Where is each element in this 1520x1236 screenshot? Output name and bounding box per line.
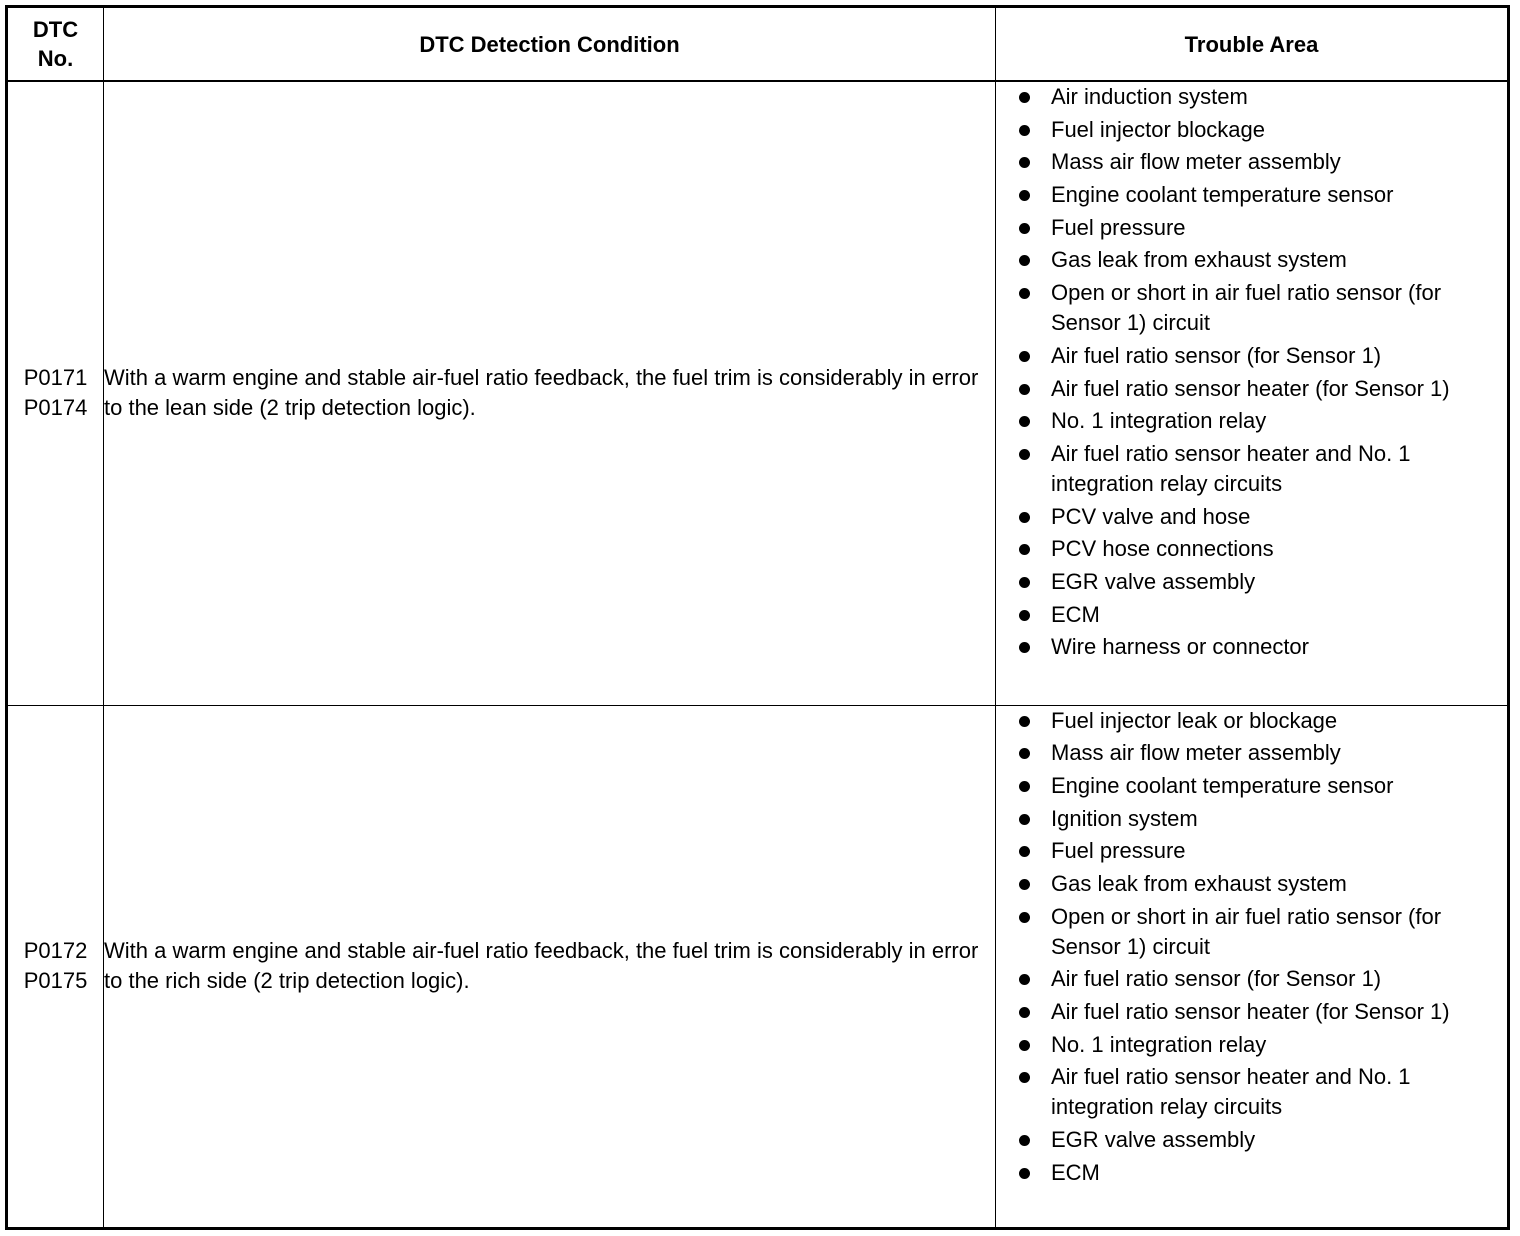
list-item: [996, 869, 1507, 899]
trouble-area-item: No. 1 integration relay: [1051, 1031, 1267, 1057]
bullet-icon: [1019, 384, 1030, 395]
list-item: [996, 115, 1507, 145]
trouble-area-item: Fuel pressure: [1051, 214, 1186, 240]
bullet-icon: [1019, 610, 1030, 621]
trouble-area-item: Air fuel ratio sensor heater and No. 1 integration relay circuits: [1051, 1064, 1411, 1120]
list-item: [996, 439, 1507, 499]
dtc-code-cell: [7, 81, 104, 705]
bullet-icon: [1019, 449, 1030, 460]
list-item: [996, 836, 1507, 866]
trouble-area-item: Mass air flow meter assembly: [1051, 740, 1341, 766]
trouble-area-item: ECM: [1051, 601, 1100, 627]
list-item: [996, 1030, 1507, 1060]
dtc-code: P0171: [23, 365, 88, 391]
dtc-code: P0175: [23, 968, 88, 993]
bullet-icon: [1019, 125, 1030, 136]
list-item: [996, 902, 1507, 962]
bullet-icon: [1019, 1135, 1030, 1146]
list-item: [996, 82, 1507, 112]
detection-condition: With a warm engine and stable air-fuel ratio feedback, the fuel trim is considerably in error to the rich side (2 trip detection logic).: [104, 705, 996, 1228]
bullet-icon: [1019, 190, 1030, 201]
list-item: [996, 632, 1507, 662]
dtc-code: P0174: [23, 395, 88, 421]
trouble-area-item: Open or short in air fuel ratio sensor (for Sensor 1) circuit: [1051, 903, 1442, 959]
list-item: [996, 804, 1507, 834]
bullet-icon: [1019, 974, 1030, 985]
trouble-area-item: Fuel injector leak or blockage: [1051, 707, 1338, 733]
bullet-icon: [1019, 716, 1030, 727]
bullet-icon: [1019, 1072, 1030, 1083]
list-item: [996, 738, 1507, 768]
trouble-area-list: [996, 706, 1507, 1188]
trouble-area-item: Fuel injector blockage: [1051, 116, 1266, 142]
bullet-icon: [1019, 512, 1030, 523]
table-row: [7, 81, 1509, 705]
bullet-icon: [1019, 781, 1030, 792]
list-item: [996, 502, 1507, 532]
trouble-area-item: Gas leak from exhaust system: [1051, 247, 1347, 273]
header-row: [7, 7, 1509, 82]
list-item: [996, 374, 1507, 404]
dtc-code: P0172: [23, 938, 88, 963]
list-item: [996, 341, 1507, 371]
list-item: [996, 997, 1507, 1027]
trouble-area-item: Wire harness or connector: [1051, 634, 1309, 660]
list-item: [996, 180, 1507, 210]
header-detection-condition: DTC Detection Condition: [104, 7, 996, 82]
list-item: [996, 706, 1507, 736]
list-item: [996, 406, 1507, 436]
trouble-area-item: Fuel pressure: [1051, 838, 1186, 864]
list-item: [996, 147, 1507, 177]
trouble-area-item: EGR valve assembly: [1051, 568, 1256, 594]
bullet-icon: [1019, 1007, 1030, 1018]
list-item: [996, 1158, 1507, 1188]
bullet-icon: [1019, 416, 1030, 427]
trouble-area-item: Air fuel ratio sensor heater (for Sensor 1): [1051, 999, 1450, 1024]
bullet-icon: [1019, 912, 1030, 923]
trouble-area-cell: [996, 705, 1509, 1228]
bullet-icon: [1019, 544, 1030, 555]
bullet-icon: [1019, 255, 1030, 266]
bullet-icon: [1019, 879, 1030, 890]
dtc-table: [5, 5, 1510, 1230]
trouble-area-item: Open or short in air fuel ratio sensor (for Sensor 1) circuit: [1051, 280, 1442, 336]
trouble-area-item: EGR valve assembly: [1051, 1127, 1256, 1153]
trouble-area-item: ECM: [1051, 1159, 1100, 1185]
list-item: [996, 567, 1507, 597]
bullet-icon: [1019, 814, 1030, 825]
list-item: [996, 1125, 1507, 1155]
list-item: [996, 534, 1507, 564]
header-dtc-no: DTC No.: [7, 7, 104, 82]
trouble-area-item: Engine coolant temperature sensor: [1051, 182, 1394, 208]
trouble-area-item: Air fuel ratio sensor heater and No. 1 integration relay circuits: [1051, 440, 1411, 496]
detection-condition: With a warm engine and stable air-fuel ratio feedback, the fuel trim is considerably in error to the lean side (2 trip detection logic).: [104, 81, 996, 705]
trouble-area-item: Air fuel ratio sensor (for Sensor 1): [1051, 342, 1382, 368]
list-item: [996, 964, 1507, 994]
trouble-area-item: Air fuel ratio sensor heater (for Sensor 1): [1051, 375, 1450, 401]
list-item: [996, 1062, 1507, 1122]
bullet-icon: [1019, 223, 1030, 234]
trouble-area-item: Air induction system: [1051, 84, 1248, 109]
trouble-area-item: Ignition system: [1051, 805, 1198, 831]
trouble-area-item: Gas leak from exhaust system: [1051, 870, 1347, 896]
list-item: [996, 278, 1507, 338]
trouble-area-list: [996, 82, 1507, 662]
bullet-icon: [1019, 748, 1030, 759]
bullet-icon: [1019, 1040, 1030, 1051]
trouble-area-item: No. 1 integration relay: [1051, 408, 1267, 434]
trouble-area-cell: [996, 81, 1509, 705]
list-item: [996, 771, 1507, 801]
list-item: [996, 213, 1507, 243]
trouble-area-item: Engine coolant temperature sensor: [1051, 772, 1394, 798]
trouble-area-item: PCV valve and hose: [1051, 503, 1251, 529]
table-row: [7, 705, 1509, 1228]
trouble-area-item: PCV hose connections: [1051, 536, 1274, 562]
bullet-icon: [1019, 351, 1030, 362]
bullet-icon: [1019, 577, 1030, 588]
trouble-area-item: Air fuel ratio sensor (for Sensor 1): [1051, 966, 1382, 992]
list-item: [996, 245, 1507, 275]
bullet-icon: [1019, 92, 1030, 103]
bullet-icon: [1019, 846, 1030, 857]
list-item: [996, 600, 1507, 630]
trouble-area-item: Mass air flow meter assembly: [1051, 149, 1341, 175]
bullet-icon: [1019, 157, 1030, 168]
bullet-icon: [1019, 642, 1030, 653]
bullet-icon: [1019, 1168, 1030, 1179]
bullet-icon: [1019, 288, 1030, 299]
dtc-code-cell: [7, 705, 104, 1228]
header-trouble-area: Trouble Area: [996, 7, 1509, 82]
